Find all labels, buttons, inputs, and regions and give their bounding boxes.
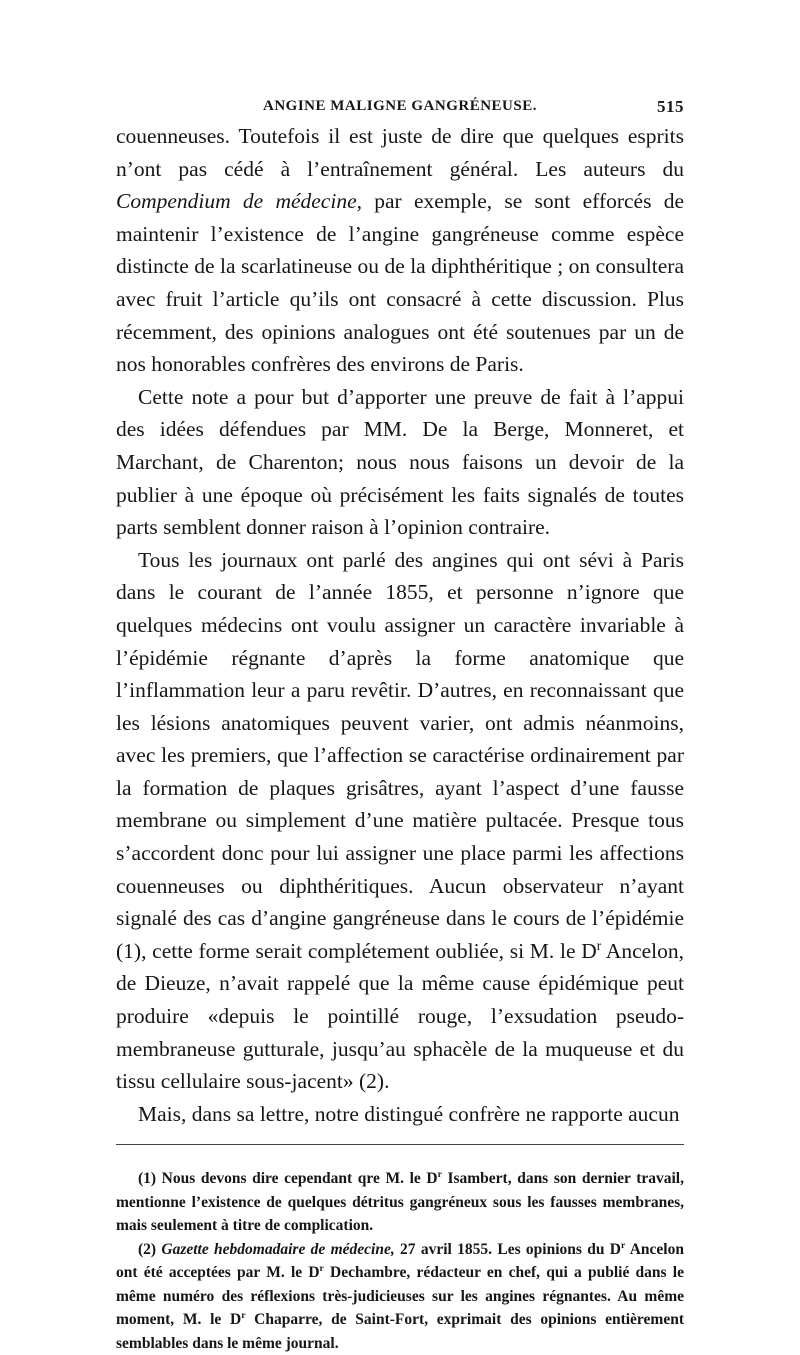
footnote-2-superscript-2: r [319,1263,324,1275]
paragraph-1-text-b: par exemple, se sont efforcés de maintenir l’existence de l’angine gangréneuse comme espèce distincte de la scarlatineuse ou de la diphthéritique ; on consultera avec fruit l’article qu’ils ont consacré à cette discussion. Plus récemment, des opinions analogues ont été soutenues par un de nos honorables confrères des environs de Paris. [116,189,685,377]
paragraph-3-superscript: r [596,937,602,953]
footnote-2-text-a: (2) [138,1240,162,1258]
footnote-1 [116,1167,684,1238]
footnote-2-superscript-3: r [241,1310,246,1322]
paragraph-1-text-a: couenneuses. Toutefois il est juste de dire que quelques esprits n’ont pas cédé à l’entraînement général. Les auteurs du [116,124,684,181]
footnote-2 [116,1238,684,1355]
page-number: 515 [657,97,684,116]
main-text [116,120,684,1130]
paragraph-3-text-b: Ancelon, de Dieuze, n’avait rappelé que la même cause épidémique peut produire «depuis le pointillé rouge, l’exsudation pseudo-membraneuse gutturale, jusqu’au sphacèle de la muqueuse et du tissu cellulaire sous-jacent» (2). [116,938,685,1094]
book-page [116,86,684,1355]
footnote-2-text-c: Ancelon ont été acceptées par M. le D [116,1240,684,1282]
paragraph-4: Mais, dans sa lettre, notre distingué confrère ne rapporte aucun [138,1101,680,1126]
footnotes [116,1167,684,1355]
running-title: ANGINE MALIGNE GANGRÉNEUSE. [263,98,537,114]
footnote-divider [116,1144,684,1145]
footnote-2-italic-title: Gazette hebdomadaire de médecine, [161,1240,395,1258]
footnote-1-text-b: Isambert, dans son dernier travail, mentionne l’existence de quelques détritus gangréneux sous les fausses membranes, mais seulement à titre de complication. [116,1170,684,1235]
paragraph-2: Cette note a pour but d’apporter une preuve de fait à l’appui des idées défendues par MM. De la Berge, Monneret, et Marchant, de Charenton; nous nous faisons un devoir de la publier à une époque où précisément les faits signalés de toutes parts semblent donner raison à l’opinion contraire. [116,384,684,540]
running-header [116,86,684,120]
footnote-2-text-b: 27 avril 1855. Les opinions du D [394,1240,621,1258]
footnote-1-text-a: (1) Nous devons dire cependant qre M. le D [138,1170,438,1188]
footnote-2-superscript-1: r [621,1239,626,1251]
footnote-2-text-d: Dechambre, rédacteur en chef, qui a publié dans le même numéro des réflexions très-judicieuses sur les angines régnantes. Au même moment, M. le D [116,1264,684,1329]
paragraph-3 [116,544,684,1098]
footnote-2-text-e: Chaparre, de Saint-Fort, exprimait des opinions entièrement semblables dans le même journal. [116,1311,684,1352]
footnote-1-superscript: r [437,1169,442,1181]
paragraph-1-italic-title: Compendium de médecine, [116,189,362,214]
paragraph-3-text-a: Tous les journaux ont parlé des angines qui ont sévi à Paris dans le courant de l’année 1855, et personne n’ignore que quelques médecins ont voulu assigner un caractère invariable à l’épidémie régnante d’après la forme anatomique que l’inflammation leur a paru revêtir. D’autres, en reconnaissant que les lésions anatomiques peuvent varier, ont admis néanmoins, avec les premiers, que l’affection se caractérise ordinairement par la formation de plaques grisâtres, ayant l’aspect d’une fausse membrane ou simplement d’une matière pultacée. Presque tous s’accordent donc pour lui assigner une place parmi les affections couenneuses ou diphthéritiques. Aucun observateur n’ayant signalé des cas d’angine gangréneuse dans le cours de l’épidémie (1), cette forme serait complétement oubliée, si M. le D [116,547,684,963]
paragraph-1 [116,120,684,381]
